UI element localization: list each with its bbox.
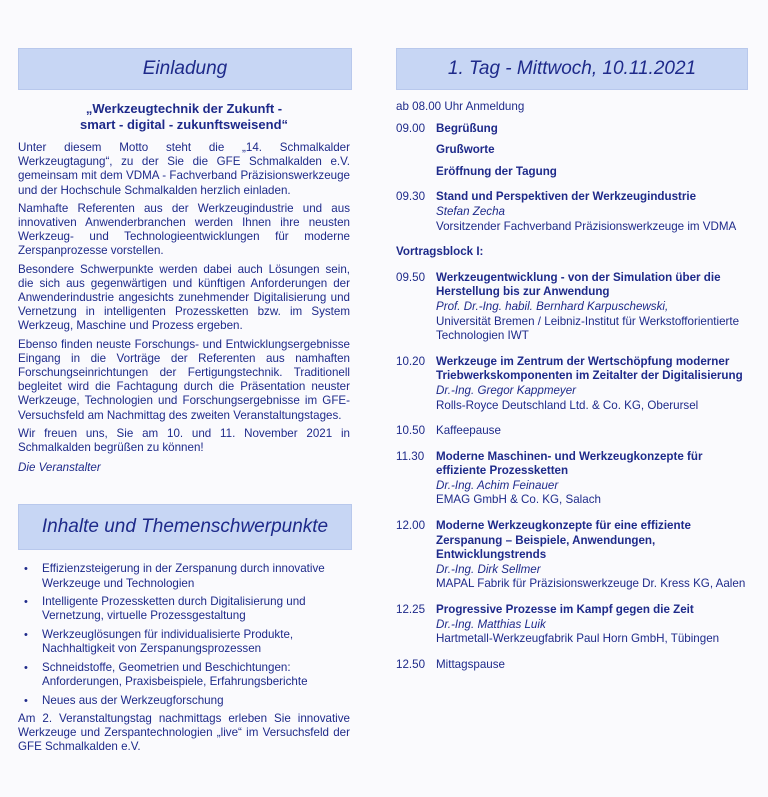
welcome: Begrüßung xyxy=(436,121,498,135)
motto-line-1: „Werkzeugtechnik der Zukunft - xyxy=(85,101,283,116)
break-label: Mittagspause xyxy=(436,657,505,671)
talk-title: Werkzeugentwicklung - von der Simulation über die Herstellung bis zur Anwendung xyxy=(436,270,721,299)
list-item: • Werkzeuglösungen für individualisierte Produkte, Nachhaltigkeit von Zerspanungsprozessen xyxy=(24,627,294,656)
paragraph-1: Unter diesem Motto steht die „14. Schmalkalder Werkzeugtagung“, zu der Sie die GFE Schmalkalden e.V. gemeinsam mit dem VDMA - Fachverband Präzisionswerkzeuge und der Hochschule Schmalkalden herzlich einladen. xyxy=(18,141,350,197)
time: 12.50 xyxy=(396,657,426,671)
welcome-row xyxy=(396,122,746,137)
talk-title: Moderne Werkzeugkonzepte für eine effiziente Zerspanung – Beispiele, Anwendungen, Entwicklungstrends xyxy=(436,519,691,562)
affiliation: Vorsitzender Fachverband Präzisionswerkzeuge im VDMA xyxy=(436,219,737,233)
schedule-entry xyxy=(396,450,746,508)
motto-line-2: smart - digital - zukunftsweisend“ xyxy=(79,117,289,132)
affiliation: Rolls-Royce Deutschland Ltd. & Co. KG, Oberursel xyxy=(436,398,699,412)
affiliation: Universität Bremen / Leibniz-Institut für Werkstofforientierte Technologien IWT xyxy=(436,314,740,343)
speaker: Prof. Dr.-Ing. habil. Bernhard Karpuschewski, xyxy=(436,299,669,313)
opening-row xyxy=(396,165,746,180)
schedule-entry xyxy=(396,271,746,344)
time: 09.30 xyxy=(396,190,426,204)
invitation-heading: Einladung xyxy=(18,48,352,90)
schedule-entry xyxy=(396,424,746,439)
time: 09.50 xyxy=(396,270,426,284)
speaker: Dr.-Ing. Achim Feinauer xyxy=(436,478,559,492)
signature: Die Veranstalter xyxy=(18,461,101,475)
topics-heading: Inhalte und Themenschwerpunkte xyxy=(18,504,352,550)
bullet-icon: • xyxy=(24,563,28,576)
list-item: • Intelligente Prozessketten durch Digitalisierung und Vernetzung, virtuelle Prozessgestaltung xyxy=(24,595,306,623)
talk-title: Progressive Prozesse im Kampf gegen die Zeit xyxy=(436,603,694,617)
bullet-icon: • xyxy=(24,596,28,609)
bullet-icon: • xyxy=(24,694,28,707)
invitation-column xyxy=(18,48,350,755)
talk-title: Moderne Maschinen- und Werkzeugkonzepte für effiziente Prozessketten xyxy=(436,449,703,478)
time: 10.20 xyxy=(396,354,426,368)
paragraph-2: Namhafte Referenten aus der Werkzeugindustrie und aus innovativen Anwenderbranchen werden Ihnen ihre neusten Werkzeug- und Technologieentwicklungen für moderne Zerspanprozesse vorstellen. xyxy=(18,201,350,258)
speaker: Dr.-Ing. Matthias Luik xyxy=(436,617,546,631)
affiliation: Hartmetall-Werkzeugfabrik Paul Horn GmbH, Tübingen xyxy=(436,632,720,646)
speaker: Dr.-Ing. Gregor Kappmeyer xyxy=(436,383,577,397)
bullet-icon: • xyxy=(24,628,28,641)
time: 09.00 xyxy=(396,121,426,135)
schedule-entry xyxy=(396,355,746,413)
greetings: Grußworte xyxy=(436,143,495,157)
talk-title: Stand und Perspektiven der Werkzeugindustrie xyxy=(436,190,697,204)
greetings-row xyxy=(396,143,746,158)
registration: ab 08.00 Uhr Anmeldung xyxy=(396,100,525,113)
list-item: • Neues aus der Werkzeugforschung xyxy=(24,693,224,707)
speaker: Stefan Zecha xyxy=(436,204,505,218)
talk-title: Werkzeuge im Zentrum der Wertschöpfung moderner Triebwerkskomponenten im Zeitalter der Digitalisierung xyxy=(436,354,743,383)
block-label: Vortragsblock I: xyxy=(396,245,484,259)
list-item: • Schneidstoffe, Geometrien und Beschichtungen: Anforderungen, Praxisbeispiele, Erfahrungsberichte xyxy=(24,660,308,689)
bullet-icon: • xyxy=(24,661,28,674)
opening: Eröffnung der Tagung xyxy=(436,164,557,178)
break-label: Kaffeepause xyxy=(436,424,501,438)
schedule-column xyxy=(396,48,746,672)
paragraph-4: Ebenso finden neuste Forschungs- und Entwicklungsergebnisse Eingang in die Vorträge der Referenten aus namhaften Forschungseinrichtungen der Fertigungstechnik. Traditionell begleitet wird die Fachtagung durch die Präsentation neuster Werkzeuge, Technologien und Forschungsergebnisse im GFE-Versuchsfeld am Nachmittag des zweiten Veranstaltungstages. xyxy=(18,337,350,422)
motto xyxy=(18,101,350,133)
schedule-entry xyxy=(396,603,746,647)
time: 12.00 xyxy=(396,519,426,533)
time: 12.25 xyxy=(396,603,426,617)
paragraph-5: Wir freuen uns, Sie am 10. und 11. November 2021 in Schmalkalden begrüßen zu können! xyxy=(18,426,350,455)
paragraph-3: Besondere Schwerpunkte werden dabei auch Lösungen sein, die sich aus gegenwärtigen und künftigen Anforderungen der Anwenderindustrie angesichts zunehmender Digitalisierung und Vernetzung in intelligenten Prozessketten bzw. im System Werkzeug, Maschine und Prozess ergeben. xyxy=(18,262,350,333)
speaker: Dr.-Ing. Dirk Sellmer xyxy=(436,562,541,576)
schedule-entry xyxy=(396,519,746,592)
affiliation: MAPAL Fabrik für Präzisionswerkzeuge Dr. Kress KG, Aalen xyxy=(436,577,746,591)
day-heading: 1. Tag - Mittwoch, 10.11.2021 xyxy=(396,48,748,90)
list-item: • Effizienzsteigerung in der Zerspanung durch innovative Werkzeuge und Technologien xyxy=(24,562,325,590)
topics-list xyxy=(18,562,350,708)
affiliation: EMAG GmbH & Co. KG, Salach xyxy=(436,493,601,507)
closing-paragraph: Am 2. Veranstaltungstag nachmittags erleben Sie innovative Werkzeuge und Zerspantechnologien „live“ im Versuchsfeld der GFE Schmalkalden e.V. xyxy=(18,711,350,754)
time: 11.30 xyxy=(396,449,425,463)
time: 10.50 xyxy=(396,424,426,438)
schedule-entry xyxy=(396,658,746,673)
schedule-entry xyxy=(396,190,746,234)
